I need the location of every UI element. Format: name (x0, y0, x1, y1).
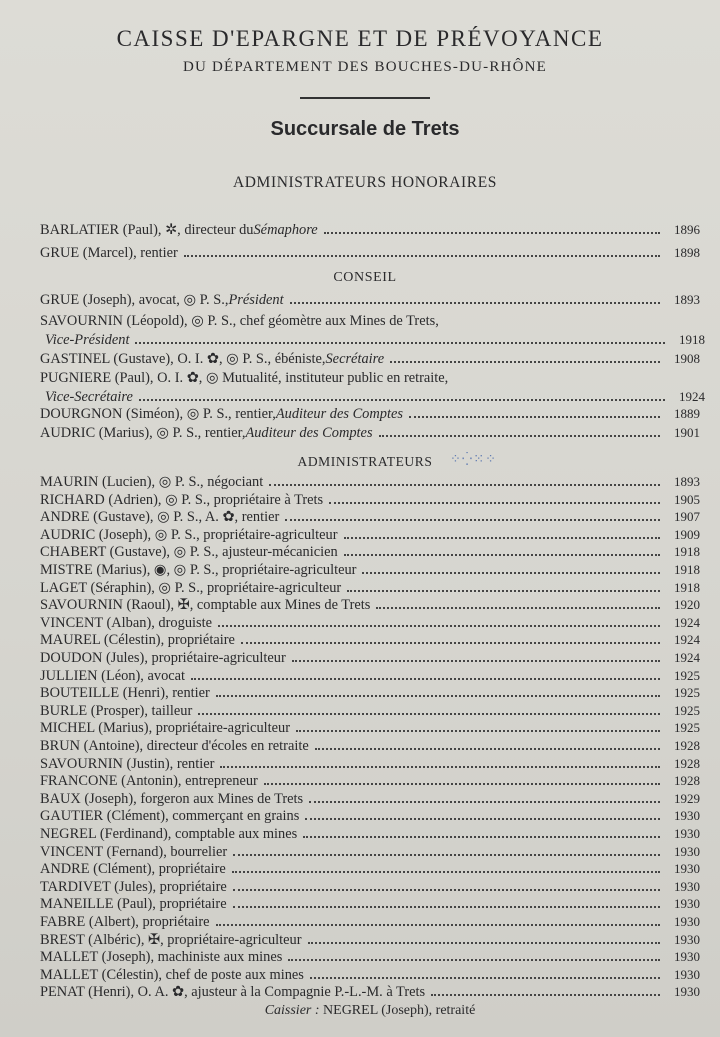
cashier-line (0, 1003, 720, 1019)
entry-text: NEGREL (Ferdinand), comptable aux mines (40, 826, 298, 842)
entry-text: MANEILLE (Paul), propriétaire (40, 896, 227, 912)
entry-title: Vice-Président (45, 332, 130, 348)
entry-year: 1930 (674, 879, 700, 894)
entry-text: SAVOURNIN (Raoul), ✠, comptable aux Mines de Trets (40, 597, 371, 613)
entry-text: GAUTIER (Clément), commerçant en grains (40, 808, 300, 824)
administrateur-entry (40, 474, 700, 490)
ink-stamp-mark: ⁘⁛⁙⁘ (450, 452, 498, 467)
conseil-entry (40, 425, 700, 441)
entry-year: 1930 (674, 984, 700, 999)
entry-text: SAVOURNIN (Léopold), ◎ P. S., chef géomètre aux Mines de Trets, (40, 313, 439, 329)
dot-leader (376, 607, 660, 609)
dot-leader (362, 572, 660, 574)
entry-text: FRANCONE (Antonin), entrepreneur (40, 773, 258, 789)
honoraires-entry (40, 245, 700, 261)
section-heading-administrateurs: ADMINISTRATEURS (297, 454, 433, 469)
entry-text: AUDRIC (Marius), ◎ P. S., rentier, (40, 425, 246, 441)
dot-leader (218, 625, 660, 627)
dot-leader (292, 660, 660, 662)
entry-year: 1930 (674, 844, 700, 859)
entry-year: 1893 (674, 292, 700, 307)
dot-leader (288, 959, 660, 961)
administrateur-entry (40, 808, 700, 824)
entry-text: GRUE (Marcel), rentier (40, 245, 178, 261)
dot-leader (220, 766, 660, 768)
entry-year: 1889 (674, 406, 700, 421)
honoraires-entry (40, 222, 700, 238)
entry-text: GASTINEL (Gustave), O. I. ✿, ◎ P. S., ébéniste, (40, 351, 326, 367)
entry-year: 1930 (674, 914, 700, 929)
dot-leader (315, 748, 660, 750)
entry-year: 1930 (674, 861, 700, 876)
dot-leader (308, 942, 660, 944)
entry-text: FABRE (Albert), propriétaire (40, 914, 210, 930)
entry-year: 1907 (674, 509, 700, 524)
entry-text: LAGET (Séraphin), ◎ P. S., propriétaire-agriculteur (40, 580, 342, 596)
entry-year: 1918 (674, 544, 700, 559)
entry-text: MISTRE (Marius), ◉, ◎ P. S., propriétaire-agriculteur (40, 562, 357, 578)
document-subtitle: DU DÉPARTEMENT DES BOUCHES-DU-RHÔNE (182, 59, 548, 75)
entry-year: 1901 (674, 425, 700, 440)
entry-year: 1925 (674, 720, 700, 735)
dot-leader (191, 678, 660, 680)
administrateur-entry (40, 949, 700, 965)
administrateur-entry (40, 984, 700, 1000)
dot-leader (296, 730, 660, 732)
entry-title: Auditeur des Comptes (245, 425, 373, 441)
entry-text: VINCENT (Fernand), bourrelier (40, 844, 228, 860)
dot-leader (241, 642, 660, 644)
administrateur-entry (40, 703, 700, 719)
entry-text: DOURGNON (Siméon), ◎ P. S., rentier, (40, 406, 276, 422)
entry-year: 1924 (674, 632, 700, 647)
entry-year: 1905 (674, 492, 700, 507)
administrateur-entry (40, 879, 700, 895)
entry-title: Vice-Secrétaire (45, 389, 133, 405)
entry-text: MAURIN (Lucien), ◎ P. S., négociant (40, 474, 264, 490)
entry-year: 1924 (674, 650, 700, 665)
entry-text: TARDIVET (Jules), propriétaire (40, 879, 227, 895)
entry-text: AUDRIC (Joseph), ◎ P. S., propriétaire-agriculteur (40, 527, 338, 543)
dot-leader (233, 906, 660, 908)
conseil-entry (45, 389, 705, 405)
entry-text: BREST (Albéric), ✠, propriétaire-agriculteur (40, 932, 302, 948)
dot-leader (233, 889, 660, 891)
administrateur-entry (40, 509, 700, 525)
entry-title: Sémaphore (253, 222, 318, 238)
administrateur-entry (40, 791, 700, 807)
entry-year: 1918 (679, 332, 705, 347)
branch-heading: Succursale de Trets (270, 118, 460, 140)
entry-year: 1930 (674, 967, 700, 982)
entry-year: 1925 (674, 703, 700, 718)
entry-text: ANDRE (Clément), propriétaire (40, 861, 226, 877)
section-heading-honoraires: ADMINISTRATEURS HONORAIRES (232, 174, 498, 191)
dot-leader (269, 484, 660, 486)
administrateur-entry (40, 896, 700, 912)
section-heading-conseil: CONSEIL (333, 270, 397, 285)
dot-leader (409, 416, 660, 418)
administrateur-entry (40, 632, 700, 648)
document-title: CAISSE D'EPARGNE ET DE PRÉVOYANCE (116, 26, 604, 51)
dot-leader (305, 818, 660, 820)
conseil-entry (40, 370, 700, 386)
entry-year: 1920 (674, 597, 700, 612)
administrateur-entry (40, 773, 700, 789)
entry-text: BURLE (Prosper), tailleur (40, 703, 193, 719)
entry-text: MICHEL (Marius), propriétaire-agriculteur (40, 720, 291, 736)
entry-year: 1928 (674, 738, 700, 753)
entry-year: 1928 (674, 773, 700, 788)
entry-text: JULLIEN (Léon), avocat (40, 668, 186, 684)
entry-text: MAUREL (Célestin), propriétaire (40, 632, 235, 648)
conseil-entry (40, 406, 700, 422)
dot-leader (264, 783, 660, 785)
administrateur-entry (40, 720, 700, 736)
entry-text: BARLATIER (Paul), ✲, directeur du (40, 222, 254, 238)
administrateur-entry (40, 597, 700, 613)
entry-year: 1896 (674, 222, 700, 237)
administrateur-entry (40, 826, 700, 842)
entry-text: RICHARD (Adrien), ◎ P. S., propriétaire à Trets (40, 492, 324, 508)
dot-leader (344, 554, 660, 556)
entry-year: 1925 (674, 685, 700, 700)
entry-text: GRUE (Joseph), avocat, ◎ P. S., (40, 292, 229, 308)
entry-year: 1909 (674, 527, 700, 542)
dot-leader (309, 801, 660, 803)
dot-leader (390, 361, 660, 363)
entry-year: 1930 (674, 808, 700, 823)
cashier-name: NEGREL (Joseph), retraité (323, 1003, 476, 1018)
entry-text: PUGNIERE (Paul), O. I. ✿, ◎ Mutualité, instituteur public en retraite, (40, 370, 449, 386)
entry-text: MALLET (Joseph), machiniste aux mines (40, 949, 283, 965)
entry-title: Secrétaire (325, 351, 385, 367)
entry-title: Président (228, 292, 284, 308)
entry-year: 1930 (674, 932, 700, 947)
dot-leader (184, 255, 660, 257)
dot-leader (347, 590, 660, 592)
entry-year: 1924 (679, 389, 705, 404)
entry-text: BRUN (Antoine), directeur d'écoles en retraite (40, 738, 309, 754)
dot-leader (324, 232, 660, 234)
entry-year: 1928 (674, 756, 700, 771)
entry-text: MALLET (Célestin), chef de poste aux mines (40, 967, 304, 983)
conseil-entry (40, 313, 700, 329)
conseil-entry (40, 351, 700, 367)
dot-leader (232, 871, 660, 873)
administrateur-entry (40, 685, 700, 701)
dot-leader (431, 994, 660, 996)
dot-leader (344, 537, 660, 539)
conseil-entry (45, 332, 705, 348)
entry-year: 1929 (674, 791, 700, 806)
administrateur-entry (40, 650, 700, 666)
entry-text: VINCENT (Alban), droguiste (40, 615, 212, 631)
entry-year: 1908 (674, 351, 700, 366)
dot-leader (216, 695, 660, 697)
entry-text: ANDRE (Gustave), ◎ P. S., A. ✿, rentier (40, 509, 280, 525)
dot-leader (233, 854, 660, 856)
dot-leader (379, 435, 660, 437)
entry-year: 1930 (674, 949, 700, 964)
dot-leader (135, 342, 665, 344)
entry-text: CHABERT (Gustave), ◎ P. S., ajusteur-mécanicien (40, 544, 338, 560)
dot-leader (310, 977, 660, 979)
dot-leader (139, 399, 665, 401)
administrateur-entry (40, 615, 700, 631)
dot-leader (216, 924, 660, 926)
entry-text: BOUTEILLE (Henri), rentier (40, 685, 210, 701)
dot-leader (303, 836, 660, 838)
entry-text: PENAT (Henri), O. A. ✿, ajusteur à la Compagnie P.-L.-M. à Trets (40, 984, 426, 1000)
entry-year: 1918 (674, 580, 700, 595)
dot-leader (329, 502, 660, 504)
administrateur-entry (40, 668, 700, 684)
dot-leader (290, 302, 660, 304)
entry-text: DOUDON (Jules), propriétaire-agriculteur (40, 650, 286, 666)
administrateur-entry (40, 756, 700, 772)
conseil-entry (40, 292, 700, 308)
entry-year: 1924 (674, 615, 700, 630)
entry-title: Auditeur des Comptes (275, 406, 403, 422)
administrateur-entry (40, 861, 700, 877)
administrateur-entry (40, 932, 700, 948)
entry-year: 1925 (674, 668, 700, 683)
administrateur-entry (40, 527, 700, 543)
entry-year: 1930 (674, 896, 700, 911)
entry-year: 1918 (674, 562, 700, 577)
entry-text: SAVOURNIN (Justin), rentier (40, 756, 215, 772)
administrateur-entry (40, 967, 700, 983)
administrateur-entry (40, 492, 700, 508)
entry-year: 1893 (674, 474, 700, 489)
entry-text: BAUX (Joseph), forgeron aux Mines de Trets (40, 791, 304, 807)
administrateur-entry (40, 914, 700, 930)
administrateur-entry (40, 738, 700, 754)
cashier-label: Caissier : (264, 1003, 320, 1018)
entry-year: 1898 (674, 245, 700, 260)
administrateur-entry (40, 844, 700, 860)
dot-leader (198, 713, 660, 715)
administrateur-entry (40, 580, 700, 596)
entry-year: 1930 (674, 826, 700, 841)
dot-leader (285, 519, 660, 521)
administrateur-entry (40, 562, 700, 578)
administrateur-entry (40, 544, 700, 560)
